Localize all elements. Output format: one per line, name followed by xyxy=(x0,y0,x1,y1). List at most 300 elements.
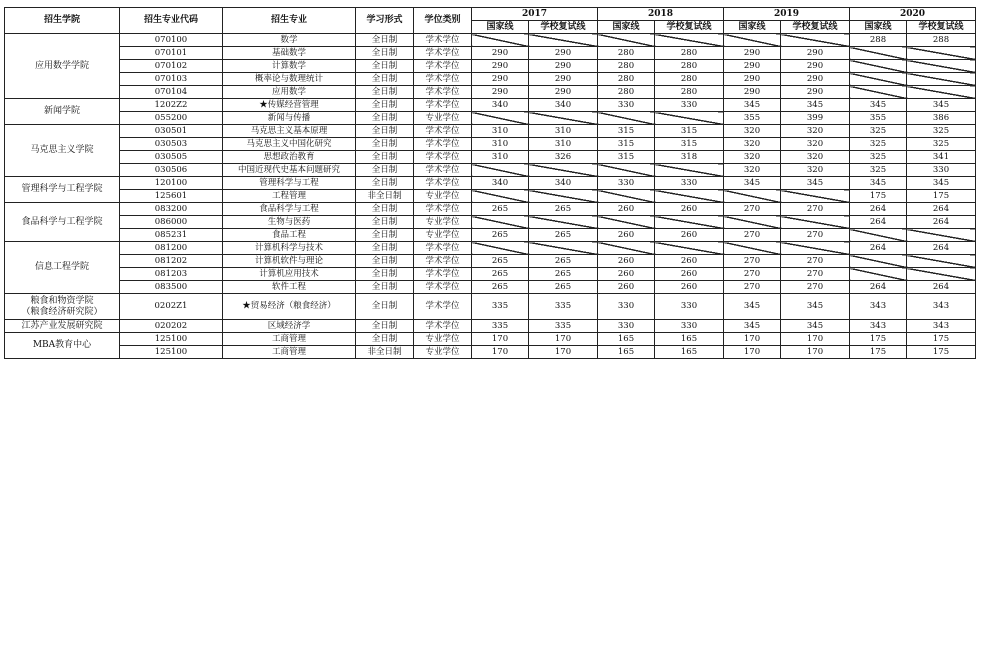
empty-score-cell xyxy=(598,112,655,125)
table-row xyxy=(5,190,976,203)
school-line-cell: 345 xyxy=(781,177,850,190)
school-line-cell: 310 xyxy=(529,125,598,138)
empty-score-cell xyxy=(907,255,976,268)
empty-score-cell xyxy=(529,34,598,47)
empty-score-cell xyxy=(472,242,529,255)
school-line-cell: 330 xyxy=(907,164,976,177)
mode-cell: 全日制 xyxy=(356,320,414,333)
national-line-cell: 335 xyxy=(472,294,529,320)
empty-score-cell xyxy=(472,216,529,229)
empty-score-cell xyxy=(850,268,907,281)
table-row xyxy=(5,60,976,73)
college-cell: 信息工程学院 xyxy=(5,242,120,294)
school-line-cell: 260 xyxy=(655,229,724,242)
school-line-cell: 343 xyxy=(907,320,976,333)
school-line-cell: 270 xyxy=(781,268,850,281)
major-cell: ★贸易经济（粮食经济） xyxy=(223,294,356,320)
national-line-cell: 345 xyxy=(724,294,781,320)
major-cell: 思想政治教育 xyxy=(223,151,356,164)
empty-score-cell xyxy=(655,112,724,125)
school-line-cell: 270 xyxy=(781,281,850,294)
empty-score-cell xyxy=(598,34,655,47)
table-body xyxy=(5,34,976,359)
code-cell: 020202 xyxy=(120,320,223,333)
major-cell: 计算数学 xyxy=(223,60,356,73)
national-line-cell: 265 xyxy=(472,203,529,216)
national-line-cell: 270 xyxy=(724,255,781,268)
major-cell: 马克思主义中国化研究 xyxy=(223,138,356,151)
national-line-cell: 260 xyxy=(598,203,655,216)
school-line-cell: 290 xyxy=(781,47,850,60)
degree-type-cell: 学术学位 xyxy=(414,268,472,281)
national-line-cell: 288 xyxy=(850,34,907,47)
empty-score-cell xyxy=(598,164,655,177)
major-cell: 计算机应用技术 xyxy=(223,268,356,281)
major-cell: 食品工程 xyxy=(223,229,356,242)
national-line-cell: 270 xyxy=(724,229,781,242)
table-row xyxy=(5,73,976,86)
school-line-cell: 320 xyxy=(781,138,850,151)
table-row xyxy=(5,34,976,47)
header-year-2018: 2018 xyxy=(598,8,724,21)
empty-score-cell xyxy=(529,112,598,125)
national-line-cell: 175 xyxy=(850,346,907,359)
national-line-cell: 280 xyxy=(598,47,655,60)
degree-type-cell: 专业学位 xyxy=(414,346,472,359)
score-table xyxy=(4,7,976,359)
header-national-line: 国家线 xyxy=(850,21,907,34)
mode-cell: 全日制 xyxy=(356,203,414,216)
table-row xyxy=(5,255,976,268)
empty-score-cell xyxy=(529,190,598,203)
national-line-cell: 340 xyxy=(472,177,529,190)
degree-type-cell: 学术学位 xyxy=(414,99,472,112)
empty-score-cell xyxy=(598,242,655,255)
header-code: 招生专业代码 xyxy=(120,8,223,34)
national-line-cell: 170 xyxy=(472,346,529,359)
empty-score-cell xyxy=(655,34,724,47)
national-line-cell: 325 xyxy=(850,125,907,138)
school-line-cell: 170 xyxy=(529,346,598,359)
school-line-cell: 290 xyxy=(781,86,850,99)
header-major: 招生专业 xyxy=(223,8,356,34)
school-line-cell: 165 xyxy=(655,346,724,359)
school-line-cell: 326 xyxy=(529,151,598,164)
major-cell: 工程管理 xyxy=(223,190,356,203)
national-line-cell: 290 xyxy=(724,86,781,99)
school-line-cell: 320 xyxy=(781,151,850,164)
school-line-cell: 264 xyxy=(907,281,976,294)
empty-score-cell xyxy=(907,47,976,60)
national-line-cell: 345 xyxy=(724,320,781,333)
school-line-cell: 340 xyxy=(529,177,598,190)
college-cell: 粮食和物资学院 （粮食经济研究院） xyxy=(5,294,120,320)
school-line-cell: 270 xyxy=(781,203,850,216)
national-line-cell: 325 xyxy=(850,164,907,177)
national-line-cell: 264 xyxy=(850,216,907,229)
table-row xyxy=(5,203,976,216)
code-cell: 030506 xyxy=(120,164,223,177)
empty-score-cell xyxy=(724,242,781,255)
code-cell: 070104 xyxy=(120,86,223,99)
national-line-cell: 265 xyxy=(472,255,529,268)
school-line-cell: 315 xyxy=(655,125,724,138)
school-line-cell: 265 xyxy=(529,255,598,268)
mode-cell: 全日制 xyxy=(356,99,414,112)
national-line-cell: 343 xyxy=(850,294,907,320)
code-cell: 083500 xyxy=(120,281,223,294)
table-row xyxy=(5,112,976,125)
code-cell: 081202 xyxy=(120,255,223,268)
national-line-cell: 290 xyxy=(724,47,781,60)
national-line-cell: 264 xyxy=(850,281,907,294)
national-line-cell: 290 xyxy=(724,73,781,86)
school-line-cell: 330 xyxy=(655,320,724,333)
school-line-cell: 386 xyxy=(907,112,976,125)
school-line-cell: 270 xyxy=(781,255,850,268)
header-degree-type: 学位类别 xyxy=(414,8,472,34)
degree-type-cell: 学术学位 xyxy=(414,203,472,216)
code-cell: 030505 xyxy=(120,151,223,164)
code-cell: 085231 xyxy=(120,229,223,242)
national-line-cell: 270 xyxy=(724,281,781,294)
national-line-cell: 340 xyxy=(472,99,529,112)
major-cell: 计算机科学与技术 xyxy=(223,242,356,255)
major-cell: 基础数学 xyxy=(223,47,356,60)
national-line-cell: 265 xyxy=(472,268,529,281)
national-line-cell: 260 xyxy=(598,255,655,268)
table-header xyxy=(5,8,976,34)
code-cell: 070102 xyxy=(120,60,223,73)
national-line-cell: 310 xyxy=(472,151,529,164)
national-line-cell: 265 xyxy=(472,229,529,242)
school-line-cell: 290 xyxy=(529,73,598,86)
college-cell: 管理科学与工程学院 xyxy=(5,177,120,203)
school-line-cell: 265 xyxy=(529,281,598,294)
national-line-cell: 330 xyxy=(598,99,655,112)
school-line-cell: 343 xyxy=(907,294,976,320)
empty-score-cell xyxy=(655,190,724,203)
school-line-cell: 310 xyxy=(529,138,598,151)
empty-score-cell xyxy=(850,86,907,99)
national-line-cell: 320 xyxy=(724,138,781,151)
degree-type-cell: 学术学位 xyxy=(414,60,472,73)
national-line-cell: 315 xyxy=(598,125,655,138)
degree-type-cell: 专业学位 xyxy=(414,190,472,203)
table-row xyxy=(5,99,976,112)
school-line-cell: 320 xyxy=(781,125,850,138)
college-cell: 新闻学院 xyxy=(5,99,120,125)
mode-cell: 全日制 xyxy=(356,34,414,47)
school-line-cell: 280 xyxy=(655,47,724,60)
major-cell: 生物与医药 xyxy=(223,216,356,229)
school-line-cell: 280 xyxy=(655,60,724,73)
school-line-cell: 330 xyxy=(655,294,724,320)
empty-score-cell xyxy=(781,216,850,229)
school-line-cell: 345 xyxy=(907,99,976,112)
major-cell: 区域经济学 xyxy=(223,320,356,333)
school-line-cell: 399 xyxy=(781,112,850,125)
national-line-cell: 165 xyxy=(598,333,655,346)
national-line-cell: 315 xyxy=(598,151,655,164)
major-cell: 工商管理 xyxy=(223,346,356,359)
mode-cell: 全日制 xyxy=(356,229,414,242)
table-row xyxy=(5,177,976,190)
degree-type-cell: 专业学位 xyxy=(414,333,472,346)
school-line-cell: 260 xyxy=(655,268,724,281)
national-line-cell: 290 xyxy=(472,47,529,60)
school-line-cell: 341 xyxy=(907,151,976,164)
school-line-cell: 264 xyxy=(907,216,976,229)
table-row xyxy=(5,138,976,151)
degree-type-cell: 学术学位 xyxy=(414,47,472,60)
national-line-cell: 280 xyxy=(598,60,655,73)
mode-cell: 全日制 xyxy=(356,138,414,151)
national-line-cell: 320 xyxy=(724,125,781,138)
national-line-cell: 175 xyxy=(850,333,907,346)
degree-type-cell: 学术学位 xyxy=(414,138,472,151)
school-line-cell: 170 xyxy=(529,333,598,346)
empty-score-cell xyxy=(907,268,976,281)
school-line-cell: 290 xyxy=(781,60,850,73)
school-line-cell: 335 xyxy=(529,320,598,333)
school-line-cell: 315 xyxy=(655,138,724,151)
national-line-cell: 335 xyxy=(472,320,529,333)
code-cell: 070103 xyxy=(120,73,223,86)
mode-cell: 非全日制 xyxy=(356,346,414,359)
national-line-cell: 320 xyxy=(724,151,781,164)
national-line-cell: 270 xyxy=(724,203,781,216)
national-line-cell: 355 xyxy=(850,112,907,125)
national-line-cell: 310 xyxy=(472,138,529,151)
table-row xyxy=(5,281,976,294)
mode-cell: 全日制 xyxy=(356,268,414,281)
school-line-cell: 290 xyxy=(529,60,598,73)
school-line-cell: 260 xyxy=(655,255,724,268)
empty-score-cell xyxy=(472,112,529,125)
header-year-2017: 2017 xyxy=(472,8,598,21)
national-line-cell: 170 xyxy=(724,346,781,359)
degree-type-cell: 学术学位 xyxy=(414,125,472,138)
empty-score-cell xyxy=(529,164,598,177)
national-line-cell: 343 xyxy=(850,320,907,333)
national-line-cell: 315 xyxy=(598,138,655,151)
college-cell: 应用数学学院 xyxy=(5,34,120,99)
mode-cell: 全日制 xyxy=(356,112,414,125)
degree-type-cell: 学术学位 xyxy=(414,294,472,320)
degree-type-cell: 学术学位 xyxy=(414,177,472,190)
mode-cell: 全日制 xyxy=(356,151,414,164)
school-line-cell: 170 xyxy=(781,333,850,346)
empty-score-cell xyxy=(529,242,598,255)
degree-type-cell: 学术学位 xyxy=(414,242,472,255)
header-national-line: 国家线 xyxy=(724,21,781,34)
code-cell: 083200 xyxy=(120,203,223,216)
school-line-cell: 264 xyxy=(907,203,976,216)
national-line-cell: 175 xyxy=(850,190,907,203)
empty-score-cell xyxy=(850,255,907,268)
code-cell: 086000 xyxy=(120,216,223,229)
empty-score-cell xyxy=(781,242,850,255)
national-line-cell: 345 xyxy=(724,99,781,112)
code-cell: 120100 xyxy=(120,177,223,190)
major-cell: 工商管理 xyxy=(223,333,356,346)
major-cell: ★传媒经营管理 xyxy=(223,99,356,112)
code-cell: 055200 xyxy=(120,112,223,125)
empty-score-cell xyxy=(529,216,598,229)
header-national-line: 国家线 xyxy=(472,21,529,34)
mode-cell: 全日制 xyxy=(356,86,414,99)
school-line-cell: 175 xyxy=(907,333,976,346)
school-line-cell: 345 xyxy=(781,99,850,112)
school-line-cell: 265 xyxy=(529,268,598,281)
code-cell: 081203 xyxy=(120,268,223,281)
school-line-cell: 345 xyxy=(907,177,976,190)
major-cell: 软件工程 xyxy=(223,281,356,294)
empty-score-cell xyxy=(724,34,781,47)
mode-cell: 非全日制 xyxy=(356,190,414,203)
header-year-2020: 2020 xyxy=(850,8,976,21)
empty-score-cell xyxy=(724,216,781,229)
degree-type-cell: 专业学位 xyxy=(414,112,472,125)
table-row xyxy=(5,216,976,229)
header-college: 招生学院 xyxy=(5,8,120,34)
school-line-cell: 260 xyxy=(655,203,724,216)
national-line-cell: 290 xyxy=(724,60,781,73)
degree-type-cell: 学术学位 xyxy=(414,151,472,164)
national-line-cell: 320 xyxy=(724,164,781,177)
code-cell: 070101 xyxy=(120,47,223,60)
school-line-cell: 345 xyxy=(781,320,850,333)
empty-score-cell xyxy=(655,242,724,255)
mode-cell: 全日制 xyxy=(356,255,414,268)
school-line-cell: 265 xyxy=(529,203,598,216)
header-school-line: 学校复试线 xyxy=(655,21,724,34)
college-cell: 食品科学与工程学院 xyxy=(5,203,120,242)
school-line-cell: 290 xyxy=(781,73,850,86)
national-line-cell: 325 xyxy=(850,151,907,164)
table-row xyxy=(5,151,976,164)
national-line-cell: 330 xyxy=(598,294,655,320)
table-row xyxy=(5,346,976,359)
major-cell: 应用数学 xyxy=(223,86,356,99)
national-line-cell: 170 xyxy=(472,333,529,346)
national-line-cell: 270 xyxy=(724,268,781,281)
empty-score-cell xyxy=(907,86,976,99)
table-row xyxy=(5,86,976,99)
major-cell: 马克思主义基本原理 xyxy=(223,125,356,138)
degree-type-cell: 专业学位 xyxy=(414,229,472,242)
code-cell: 125601 xyxy=(120,190,223,203)
school-line-cell: 175 xyxy=(907,190,976,203)
empty-score-cell xyxy=(907,73,976,86)
mode-cell: 全日制 xyxy=(356,294,414,320)
code-cell: 081200 xyxy=(120,242,223,255)
empty-score-cell xyxy=(655,216,724,229)
national-line-cell: 290 xyxy=(472,86,529,99)
table-row xyxy=(5,268,976,281)
national-line-cell: 330 xyxy=(598,177,655,190)
mode-cell: 全日制 xyxy=(356,73,414,86)
header-mode: 学习形式 xyxy=(356,8,414,34)
school-line-cell: 325 xyxy=(907,138,976,151)
school-line-cell: 330 xyxy=(655,99,724,112)
school-line-cell: 280 xyxy=(655,86,724,99)
code-cell: 1202Z2 xyxy=(120,99,223,112)
header-school-line: 学校复试线 xyxy=(781,21,850,34)
school-line-cell: 264 xyxy=(907,242,976,255)
degree-type-cell: 学术学位 xyxy=(414,73,472,86)
national-line-cell: 345 xyxy=(850,99,907,112)
degree-type-cell: 学术学位 xyxy=(414,281,472,294)
school-line-cell: 335 xyxy=(529,294,598,320)
national-line-cell: 264 xyxy=(850,242,907,255)
table-row xyxy=(5,242,976,255)
national-line-cell: 290 xyxy=(472,73,529,86)
college-cell: MBA教育中心 xyxy=(5,333,120,359)
national-line-cell: 165 xyxy=(598,346,655,359)
code-cell: 030501 xyxy=(120,125,223,138)
national-line-cell: 325 xyxy=(850,138,907,151)
table-row xyxy=(5,294,976,320)
school-line-cell: 325 xyxy=(907,125,976,138)
score-sheet xyxy=(4,7,976,359)
major-cell: 新闻与传播 xyxy=(223,112,356,125)
national-line-cell: 330 xyxy=(598,320,655,333)
major-cell: 数学 xyxy=(223,34,356,47)
empty-score-cell xyxy=(655,164,724,177)
table-row xyxy=(5,229,976,242)
mode-cell: 全日制 xyxy=(356,242,414,255)
mode-cell: 全日制 xyxy=(356,60,414,73)
empty-score-cell xyxy=(598,190,655,203)
empty-score-cell xyxy=(781,34,850,47)
national-line-cell: 260 xyxy=(598,229,655,242)
mode-cell: 全日制 xyxy=(356,125,414,138)
national-line-cell: 260 xyxy=(598,281,655,294)
national-line-cell: 310 xyxy=(472,125,529,138)
national-line-cell: 280 xyxy=(598,86,655,99)
school-line-cell: 270 xyxy=(781,229,850,242)
national-line-cell: 170 xyxy=(724,333,781,346)
table-row xyxy=(5,333,976,346)
national-line-cell: 260 xyxy=(598,268,655,281)
school-line-cell: 330 xyxy=(655,177,724,190)
empty-score-cell xyxy=(850,229,907,242)
school-line-cell: 318 xyxy=(655,151,724,164)
header-national-line: 国家线 xyxy=(598,21,655,34)
college-cell: 江苏产业发展研究院 xyxy=(5,320,120,333)
school-line-cell: 290 xyxy=(529,86,598,99)
table-row xyxy=(5,164,976,177)
degree-type-cell: 专业学位 xyxy=(414,216,472,229)
major-cell: 概率论与数理统计 xyxy=(223,73,356,86)
empty-score-cell xyxy=(850,47,907,60)
national-line-cell: 264 xyxy=(850,203,907,216)
code-cell: 0202Z1 xyxy=(120,294,223,320)
college-cell: 马克思主义学院 xyxy=(5,125,120,177)
empty-score-cell xyxy=(598,216,655,229)
table-row xyxy=(5,125,976,138)
degree-type-cell: 学术学位 xyxy=(414,320,472,333)
empty-score-cell xyxy=(850,73,907,86)
national-line-cell: 345 xyxy=(724,177,781,190)
school-line-cell: 175 xyxy=(907,346,976,359)
school-line-cell: 170 xyxy=(781,346,850,359)
code-cell: 070100 xyxy=(120,34,223,47)
degree-type-cell: 学术学位 xyxy=(414,34,472,47)
national-line-cell: 355 xyxy=(724,112,781,125)
